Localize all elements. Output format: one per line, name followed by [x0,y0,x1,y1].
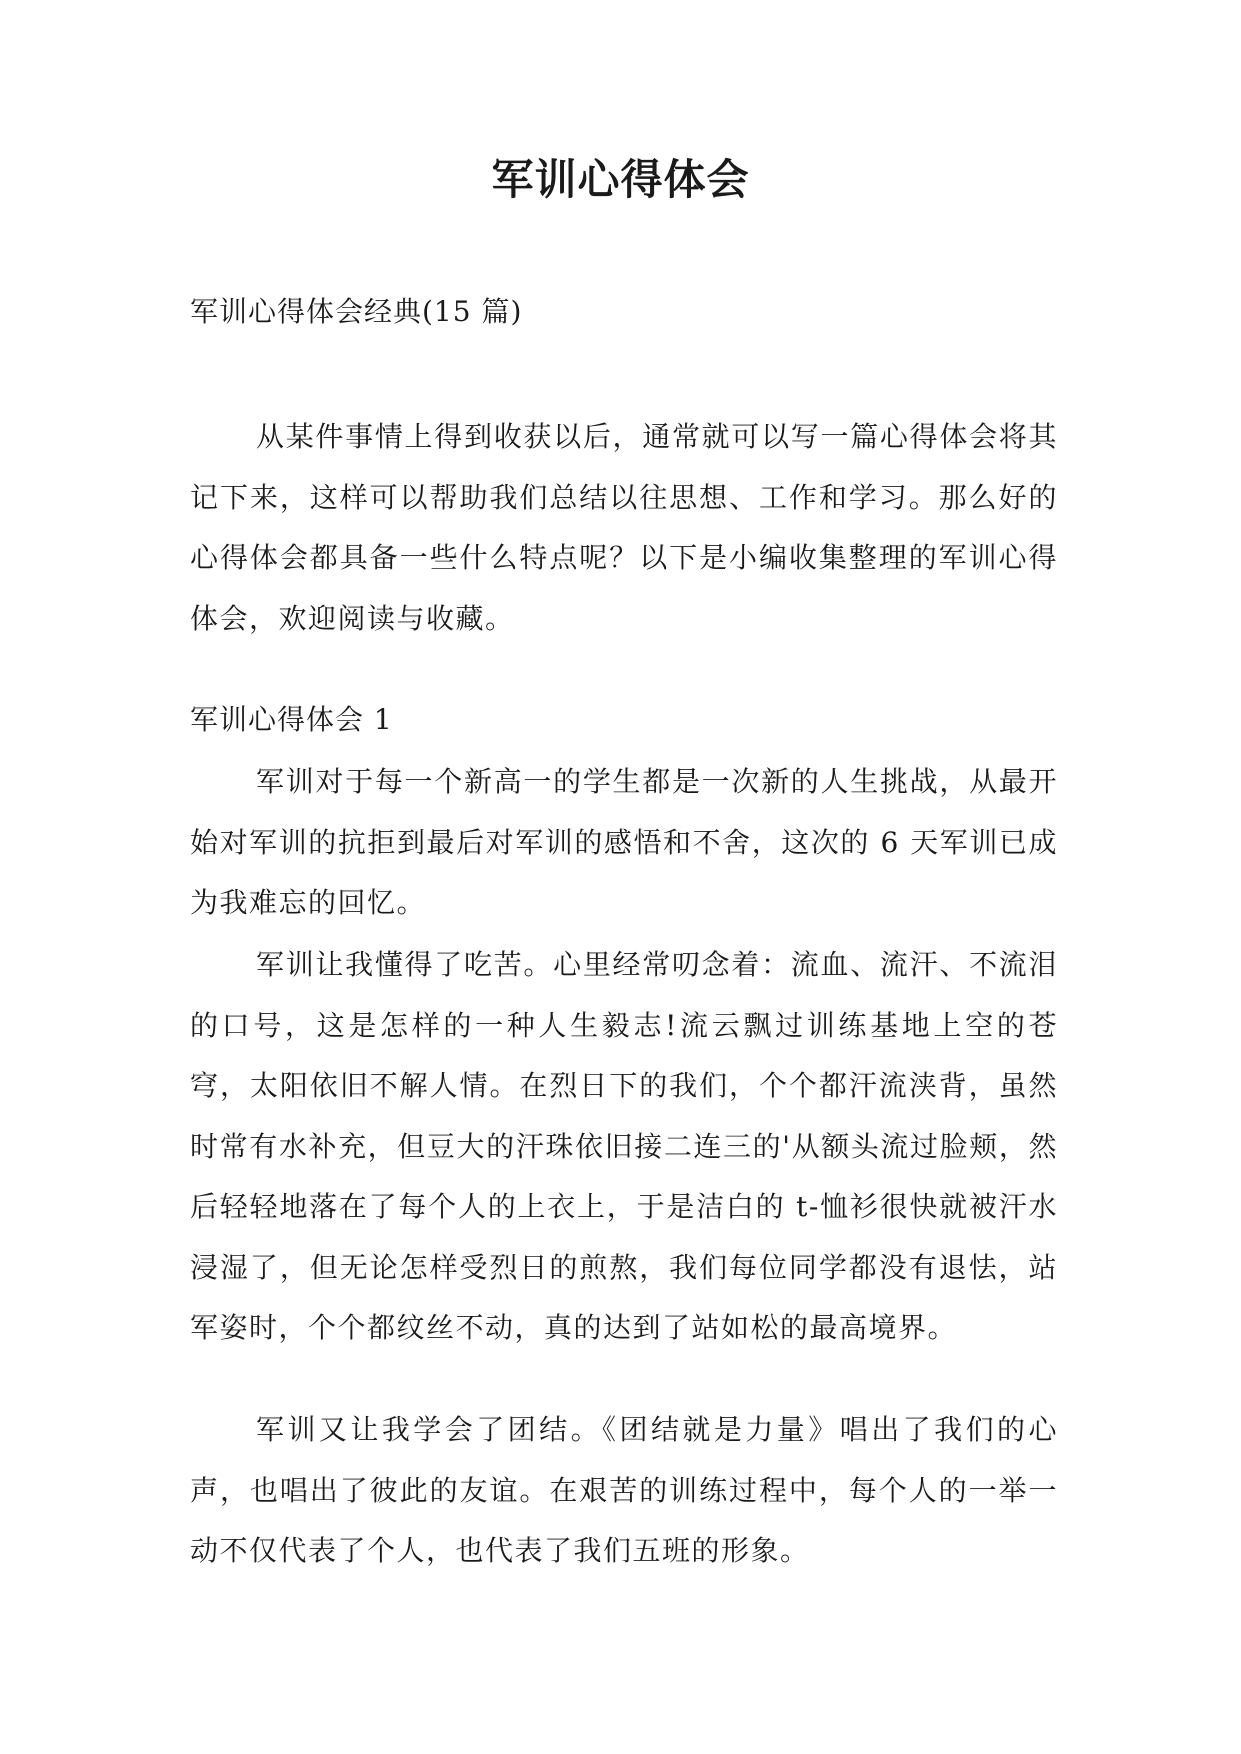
document-subtitle: 军训心得体会经典(15 篇) [190,295,523,328]
body-paragraph: 军训又让我学会了团结。《团结就是力量》唱出了我们的心声，也唱出了彼此的友谊。在艰苦的训练过程中，每个人的一举一动不仅代表了个人，也代表了我们五班的形象。 [190,1413,1058,1567]
document-title: 军训心得体会 [491,155,750,204]
section-heading: 军训心得体会 1 [190,703,393,736]
body-paragraph: 军训对于每一个新高一的学生都是一次新的人生挑战，从最开始对军训的抗拒到最后对军训的感悟和不舍，这次的 6 天军训已成为我难忘的回忆。 [190,765,1058,919]
intro-paragraph: 从某件事情上得到收获以后，通常就可以写一篇心得体会将其记下来，这样可以帮助我们总结以往思想、工作和学习。那么好的心得体会都具备一些什么特点呢？以下是小编收集整理的军训心得体会，欢迎阅读与收藏。 [190,420,1058,635]
body-paragraph: 军训让我懂得了吃苦。心里经常叨念着：流血、流汗、不流泪的口号，这是怎样的一种人生毅志!流云飘过训练基地上空的苍穹，太阳依旧不解人情。在烈日下的我们，个个都汗流浃背，虽然时常有水补充，但豆大的汗珠依旧接二连三的'从额头流过脸颊，然后轻轻地落在了每个人的上衣上，于是洁白的 t-恤衫很快就被汗水浸湿了，但无论怎样受烈日的煎熬，我们每位同学都没有退怯，站军姿时，个个都纹丝不动，真的达到了站如松的最高境界。 [190,948,1058,1344]
